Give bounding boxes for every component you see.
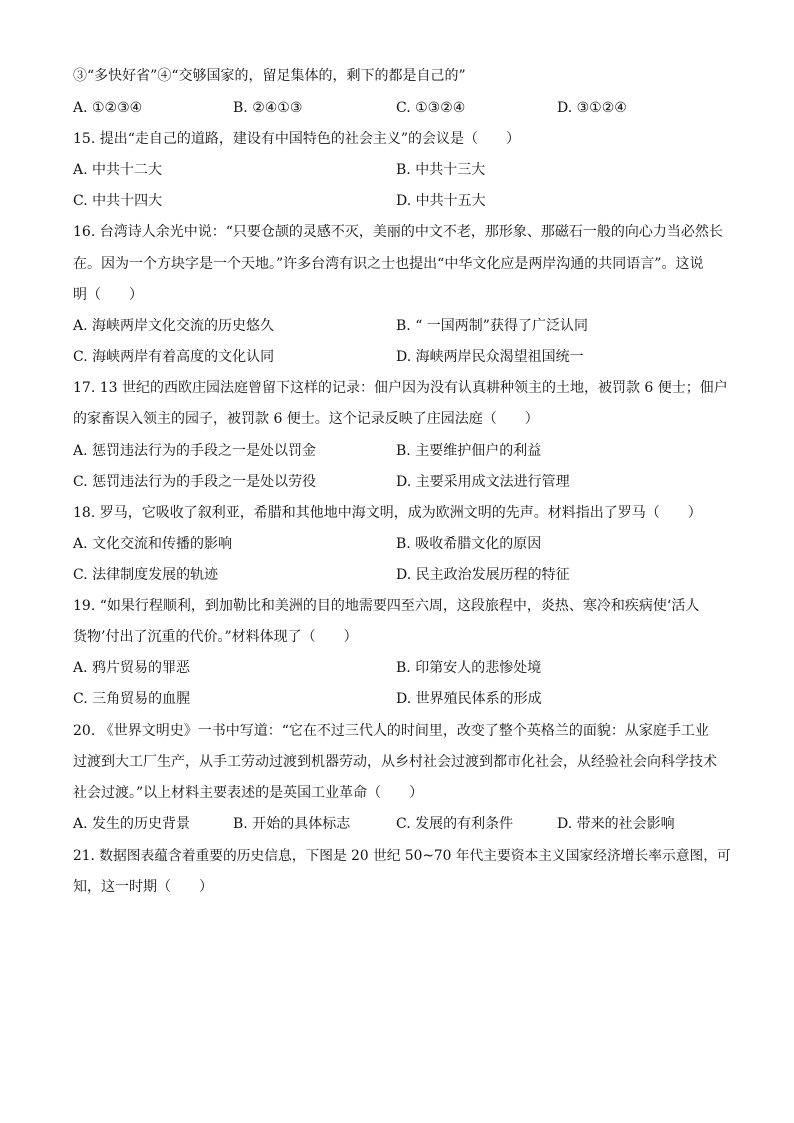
q16-stem-line-1: 16. 台湾诗人余光中说：“只要仓颉的灵感不灭，美丽的中文不老，那形象、那磁石一般的向心力当必然长 <box>73 224 723 240</box>
q20-option-a: A. 发生的历史背景 <box>73 816 191 832</box>
q19-option-c: C. 三角贸易的血腥 <box>73 691 191 707</box>
q17-option-a: A. 惩罚违法行为的手段之一是处以罚金 <box>73 443 317 459</box>
q20-option-c: C. 发展的有利条件 <box>396 816 514 832</box>
q16-stem-line-2: 在。因为一个方块字是一个天地。”许多台湾有识之士也提出“中华文化应是两岸沟通的共同语言”。这说 <box>73 256 704 272</box>
q16-option-d: D. 海峡两岸民众渴望祖国统一 <box>396 349 584 365</box>
q17-stem-line-1: 17. 13 世纪的西欧庄园法庭曾留下这样的记录：佃户因为没有认真耕种领主的土地，被罚款 6 便士；佃户 <box>73 380 728 396</box>
q17-stem-line-2: 的家畜误入领主的园子，被罚款 6 便士。这个记录反映了庄园法庭（ ） <box>73 411 539 427</box>
q15-stem: 15. 提出“走自己的道路，建设有中国特色的社会主义”的会议是（ ） <box>73 131 521 147</box>
q16-option-a: A. 海峡两岸文化交流的历史悠久 <box>73 318 275 334</box>
q14-option-a: A. ①②③④ <box>73 100 143 116</box>
q15-option-d: D. 中共十五大 <box>396 193 486 209</box>
q21-stem-line-1: 21. 数据图表蕴含着重要的历史信息，下图是 20 世纪 50~70 年代主要资本主义国家经济增长率示意图，可 <box>73 848 731 864</box>
q20-stem-line-2: 过渡到大工厂生产，从手工劳动过渡到机器劳动，从乡村社会过渡到都市化社会，从经验社会向科学技术 <box>73 754 717 770</box>
q16-option-c: C. 海峡两岸有着高度的文化认同 <box>73 349 275 365</box>
q18-option-d: D. 民主政治发展历程的特征 <box>396 567 570 583</box>
q18-option-b: B. 吸收希腊文化的原因 <box>396 536 542 552</box>
q18-stem: 18. 罗马，它吸收了叙利亚，希腊和其他地中海文明，成为欧洲文明的先声。材料指出了罗马（ ） <box>73 505 702 521</box>
q17-option-b: B. 主要维护佃户的利益 <box>396 443 542 459</box>
q15-option-b: B. 中共十三大 <box>396 162 486 178</box>
q19-stem-line-1: 19. “如果行程顺利，到加勒比和美洲的目的地需要四至六周，这段旅程中，炎热、寒冷和疾病使‘活人 <box>73 598 700 614</box>
q15-option-a: A. 中共十二大 <box>73 162 163 178</box>
q19-option-d: D. 世界殖民体系的形成 <box>396 691 542 707</box>
q20-stem-line-1: 20. 《世界文明史》一书中写道：“它在不过三代人的时间里，改变了整个英格兰的面貌：从家庭手工业 <box>73 723 709 739</box>
q21-stem-line-2: 知，这一时期（ ） <box>73 879 213 895</box>
q19-stem-line-2: 货物’付出了沉重的代价。”材料体现了（ ） <box>73 629 358 645</box>
q15-option-c: C. 中共十四大 <box>73 193 163 209</box>
q19-option-b: B. 印第安人的悲惨处境 <box>396 660 542 676</box>
q16-option-b: B. “ 一国两制”获得了广泛认同 <box>396 318 588 334</box>
q14-option-d: D. ③①②④ <box>557 100 627 116</box>
q18-option-a: A. 文化交流和传播的影响 <box>73 536 233 552</box>
q17-option-d: D. 主要采用成文法进行管理 <box>396 474 570 490</box>
q14-option-c: C. ①③②④ <box>396 100 466 116</box>
q18-option-c: C. 法律制度发展的轨迹 <box>73 567 219 583</box>
q19-option-a: A. 鸦片贸易的罪恶 <box>73 660 191 676</box>
q14-option-b: B. ②④①③ <box>233 100 303 116</box>
q20-option-b: B. 开始的具体标志 <box>233 816 351 832</box>
q20-option-d: D. 带来的社会影响 <box>557 816 675 832</box>
q16-stem-line-3: 明（ ） <box>73 287 143 303</box>
q17-option-c: C. 惩罚违法行为的手段之一是处以劳役 <box>73 474 317 490</box>
q20-stem-line-3: 社会过渡。”以上材料主要表述的是英国工业革命（ ） <box>73 785 424 801</box>
q14-sequence-line: ③“多快好省”④“交够国家的，留足集体的，剩下的都是自己的” <box>73 68 466 84</box>
